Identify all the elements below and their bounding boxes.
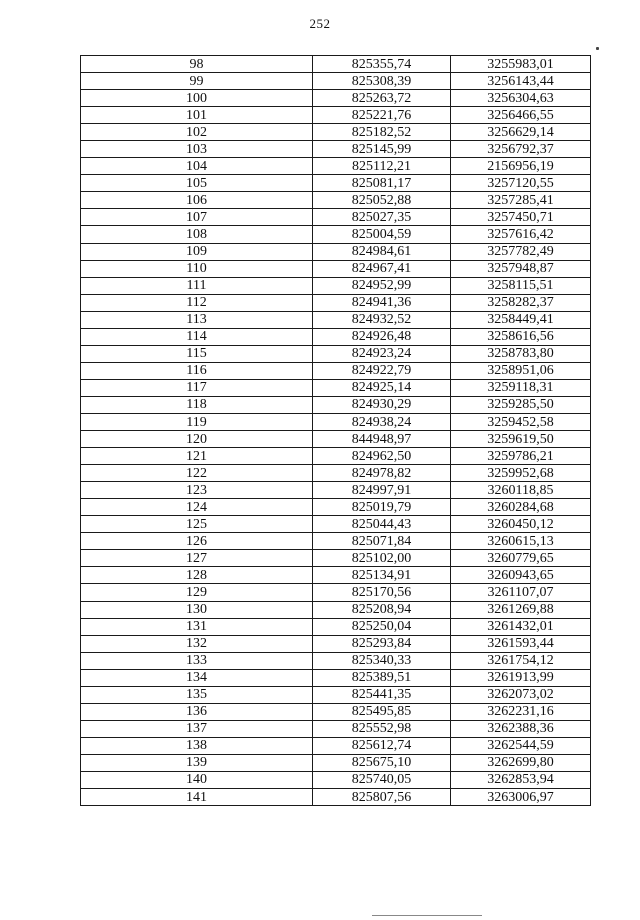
point-number-cell: 113 xyxy=(81,311,313,328)
table-row xyxy=(81,311,591,328)
y-coordinate-cell: 3257782,49 xyxy=(451,243,591,260)
x-coordinate-cell: 825495,85 xyxy=(313,703,451,720)
y-coordinate-cell: 3256629,14 xyxy=(451,124,591,141)
point-number-cell: 122 xyxy=(81,465,313,482)
coordinates-table xyxy=(80,55,591,806)
point-number-cell: 141 xyxy=(81,789,313,806)
y-coordinate-cell: 3259285,50 xyxy=(451,396,591,413)
table-row xyxy=(81,465,591,482)
x-coordinate-cell: 825208,94 xyxy=(313,601,451,618)
table-row xyxy=(81,754,591,771)
point-number-cell: 129 xyxy=(81,584,313,601)
y-coordinate-cell: 3259619,50 xyxy=(451,431,591,448)
table-row xyxy=(81,175,591,192)
y-coordinate-cell: 3261432,01 xyxy=(451,618,591,635)
table-row xyxy=(81,516,591,533)
x-coordinate-cell: 825134,91 xyxy=(313,567,451,584)
table-row xyxy=(81,107,591,124)
table-row xyxy=(81,601,591,618)
table-row xyxy=(81,533,591,550)
point-number-cell: 140 xyxy=(81,771,313,788)
table-row xyxy=(81,90,591,107)
x-coordinate-cell: 824952,99 xyxy=(313,277,451,294)
x-coordinate-cell: 824922,79 xyxy=(313,362,451,379)
x-coordinate-cell: 825071,84 xyxy=(313,533,451,550)
scan-edge-mark xyxy=(372,915,482,916)
x-coordinate-cell: 824984,61 xyxy=(313,243,451,260)
table-row xyxy=(81,243,591,260)
point-number-cell: 126 xyxy=(81,533,313,550)
table-row xyxy=(81,448,591,465)
table-row xyxy=(81,584,591,601)
y-coordinate-cell: 3260118,85 xyxy=(451,482,591,499)
point-number-cell: 104 xyxy=(81,158,313,175)
y-coordinate-cell: 3259786,21 xyxy=(451,448,591,465)
y-coordinate-cell: 3258115,51 xyxy=(451,277,591,294)
table-row xyxy=(81,499,591,516)
point-number-cell: 98 xyxy=(81,56,313,73)
y-coordinate-cell: 3258783,80 xyxy=(451,345,591,362)
point-number-cell: 131 xyxy=(81,618,313,635)
x-coordinate-cell: 825027,35 xyxy=(313,209,451,226)
y-coordinate-cell: 3261107,07 xyxy=(451,584,591,601)
table-row xyxy=(81,652,591,669)
x-coordinate-cell: 824932,52 xyxy=(313,311,451,328)
x-coordinate-cell: 825308,39 xyxy=(313,73,451,90)
x-coordinate-cell: 825355,74 xyxy=(313,56,451,73)
y-coordinate-cell: 3262544,59 xyxy=(451,737,591,754)
y-coordinate-cell: 3257616,42 xyxy=(451,226,591,243)
y-coordinate-cell: 3257120,55 xyxy=(451,175,591,192)
x-coordinate-cell: 825019,79 xyxy=(313,499,451,516)
x-coordinate-cell: 825102,00 xyxy=(313,550,451,567)
x-coordinate-cell: 825675,10 xyxy=(313,754,451,771)
point-number-cell: 138 xyxy=(81,737,313,754)
point-number-cell: 118 xyxy=(81,396,313,413)
y-coordinate-cell: 3262388,36 xyxy=(451,720,591,737)
y-coordinate-cell: 3260450,12 xyxy=(451,516,591,533)
x-coordinate-cell: 825112,21 xyxy=(313,158,451,175)
y-coordinate-cell: 3261913,99 xyxy=(451,669,591,686)
x-coordinate-cell: 825263,72 xyxy=(313,90,451,107)
point-number-cell: 134 xyxy=(81,669,313,686)
point-number-cell: 114 xyxy=(81,328,313,345)
y-coordinate-cell: 3258951,06 xyxy=(451,362,591,379)
point-number-cell: 121 xyxy=(81,448,313,465)
table-row xyxy=(81,73,591,90)
table-row xyxy=(81,771,591,788)
point-number-cell: 130 xyxy=(81,601,313,618)
point-number-cell: 117 xyxy=(81,379,313,396)
point-number-cell: 123 xyxy=(81,482,313,499)
point-number-cell: 100 xyxy=(81,90,313,107)
y-coordinate-cell: 3258616,56 xyxy=(451,328,591,345)
point-number-cell: 136 xyxy=(81,703,313,720)
y-coordinate-cell: 3255983,01 xyxy=(451,56,591,73)
table-row xyxy=(81,209,591,226)
y-coordinate-cell: 3256304,63 xyxy=(451,90,591,107)
table-row xyxy=(81,124,591,141)
y-coordinate-cell: 3262073,02 xyxy=(451,686,591,703)
point-number-cell: 133 xyxy=(81,652,313,669)
x-coordinate-cell: 825081,17 xyxy=(313,175,451,192)
y-coordinate-cell: 3260779,65 xyxy=(451,550,591,567)
y-coordinate-cell: 3262231,16 xyxy=(451,703,591,720)
x-coordinate-cell: 825807,56 xyxy=(313,789,451,806)
table-row xyxy=(81,686,591,703)
x-coordinate-cell: 824997,91 xyxy=(313,482,451,499)
table-row xyxy=(81,482,591,499)
y-coordinate-cell: 3260284,68 xyxy=(451,499,591,516)
point-number-cell: 125 xyxy=(81,516,313,533)
page-number: 252 xyxy=(309,16,331,31)
x-coordinate-cell: 824967,41 xyxy=(313,260,451,277)
y-coordinate-cell: 3257285,41 xyxy=(451,192,591,209)
x-coordinate-cell: 825250,04 xyxy=(313,618,451,635)
table-row xyxy=(81,328,591,345)
table-row xyxy=(81,379,591,396)
y-coordinate-cell: 3260615,13 xyxy=(451,533,591,550)
x-coordinate-cell: 824926,48 xyxy=(313,328,451,345)
y-coordinate-cell: 3259952,68 xyxy=(451,465,591,482)
x-coordinate-cell: 824923,24 xyxy=(313,345,451,362)
x-coordinate-cell: 824962,50 xyxy=(313,448,451,465)
coordinates-table-body xyxy=(81,56,591,806)
x-coordinate-cell: 825612,74 xyxy=(313,737,451,754)
table-row xyxy=(81,635,591,652)
point-number-cell: 127 xyxy=(81,550,313,567)
table-row xyxy=(81,431,591,448)
y-coordinate-cell: 3259118,31 xyxy=(451,379,591,396)
table-row xyxy=(81,345,591,362)
x-coordinate-cell: 825145,99 xyxy=(313,141,451,158)
x-coordinate-cell: 824978,82 xyxy=(313,465,451,482)
x-coordinate-cell: 844948,97 xyxy=(313,431,451,448)
table-row xyxy=(81,158,591,175)
table-row xyxy=(81,720,591,737)
point-number-cell: 108 xyxy=(81,226,313,243)
point-number-cell: 139 xyxy=(81,754,313,771)
y-coordinate-cell: 3257948,87 xyxy=(451,260,591,277)
x-coordinate-cell: 824941,36 xyxy=(313,294,451,311)
x-coordinate-cell: 825389,51 xyxy=(313,669,451,686)
point-number-cell: 106 xyxy=(81,192,313,209)
table-row xyxy=(81,192,591,209)
table-row xyxy=(81,56,591,73)
x-coordinate-cell: 825221,76 xyxy=(313,107,451,124)
x-coordinate-cell: 825340,33 xyxy=(313,652,451,669)
y-coordinate-cell: 3256466,55 xyxy=(451,107,591,124)
point-number-cell: 116 xyxy=(81,362,313,379)
x-coordinate-cell: 824938,24 xyxy=(313,413,451,430)
scan-speck xyxy=(596,47,599,50)
x-coordinate-cell: 824930,29 xyxy=(313,396,451,413)
table-row xyxy=(81,550,591,567)
y-coordinate-cell: 3256792,37 xyxy=(451,141,591,158)
y-coordinate-cell: 3258449,41 xyxy=(451,311,591,328)
x-coordinate-cell: 825182,52 xyxy=(313,124,451,141)
table-row xyxy=(81,618,591,635)
table-row xyxy=(81,413,591,430)
y-coordinate-cell: 3263006,97 xyxy=(451,789,591,806)
x-coordinate-cell: 825740,05 xyxy=(313,771,451,788)
y-coordinate-cell: 3257450,71 xyxy=(451,209,591,226)
point-number-cell: 115 xyxy=(81,345,313,362)
point-number-cell: 124 xyxy=(81,499,313,516)
table-row xyxy=(81,362,591,379)
table-row xyxy=(81,141,591,158)
point-number-cell: 132 xyxy=(81,635,313,652)
x-coordinate-cell: 825441,35 xyxy=(313,686,451,703)
point-number-cell: 111 xyxy=(81,277,313,294)
table-row xyxy=(81,260,591,277)
y-coordinate-cell: 3260943,65 xyxy=(451,567,591,584)
table-row xyxy=(81,669,591,686)
y-coordinate-cell: 3258282,37 xyxy=(451,294,591,311)
y-coordinate-cell: 3262699,80 xyxy=(451,754,591,771)
x-coordinate-cell: 825170,56 xyxy=(313,584,451,601)
point-number-cell: 102 xyxy=(81,124,313,141)
table-row xyxy=(81,277,591,294)
y-coordinate-cell: 2156956,19 xyxy=(451,158,591,175)
point-number-cell: 120 xyxy=(81,431,313,448)
point-number-cell: 110 xyxy=(81,260,313,277)
table-row xyxy=(81,567,591,584)
y-coordinate-cell: 3259452,58 xyxy=(451,413,591,430)
x-coordinate-cell: 825293,84 xyxy=(313,635,451,652)
x-coordinate-cell: 825044,43 xyxy=(313,516,451,533)
x-coordinate-cell: 825552,98 xyxy=(313,720,451,737)
x-coordinate-cell: 825052,88 xyxy=(313,192,451,209)
point-number-cell: 109 xyxy=(81,243,313,260)
point-number-cell: 107 xyxy=(81,209,313,226)
point-number-cell: 135 xyxy=(81,686,313,703)
y-coordinate-cell: 3262853,94 xyxy=(451,771,591,788)
point-number-cell: 101 xyxy=(81,107,313,124)
point-number-cell: 99 xyxy=(81,73,313,90)
x-coordinate-cell: 824925,14 xyxy=(313,379,451,396)
point-number-cell: 112 xyxy=(81,294,313,311)
point-number-cell: 119 xyxy=(81,413,313,430)
table-row xyxy=(81,294,591,311)
point-number-cell: 128 xyxy=(81,567,313,584)
y-coordinate-cell: 3261593,44 xyxy=(451,635,591,652)
table-row xyxy=(81,789,591,806)
table-row xyxy=(81,703,591,720)
y-coordinate-cell: 3261754,12 xyxy=(451,652,591,669)
point-number-cell: 105 xyxy=(81,175,313,192)
table-row xyxy=(81,737,591,754)
y-coordinate-cell: 3256143,44 xyxy=(451,73,591,90)
table-row xyxy=(81,226,591,243)
x-coordinate-cell: 825004,59 xyxy=(313,226,451,243)
point-number-cell: 103 xyxy=(81,141,313,158)
y-coordinate-cell: 3261269,88 xyxy=(451,601,591,618)
table-row xyxy=(81,396,591,413)
point-number-cell: 137 xyxy=(81,720,313,737)
